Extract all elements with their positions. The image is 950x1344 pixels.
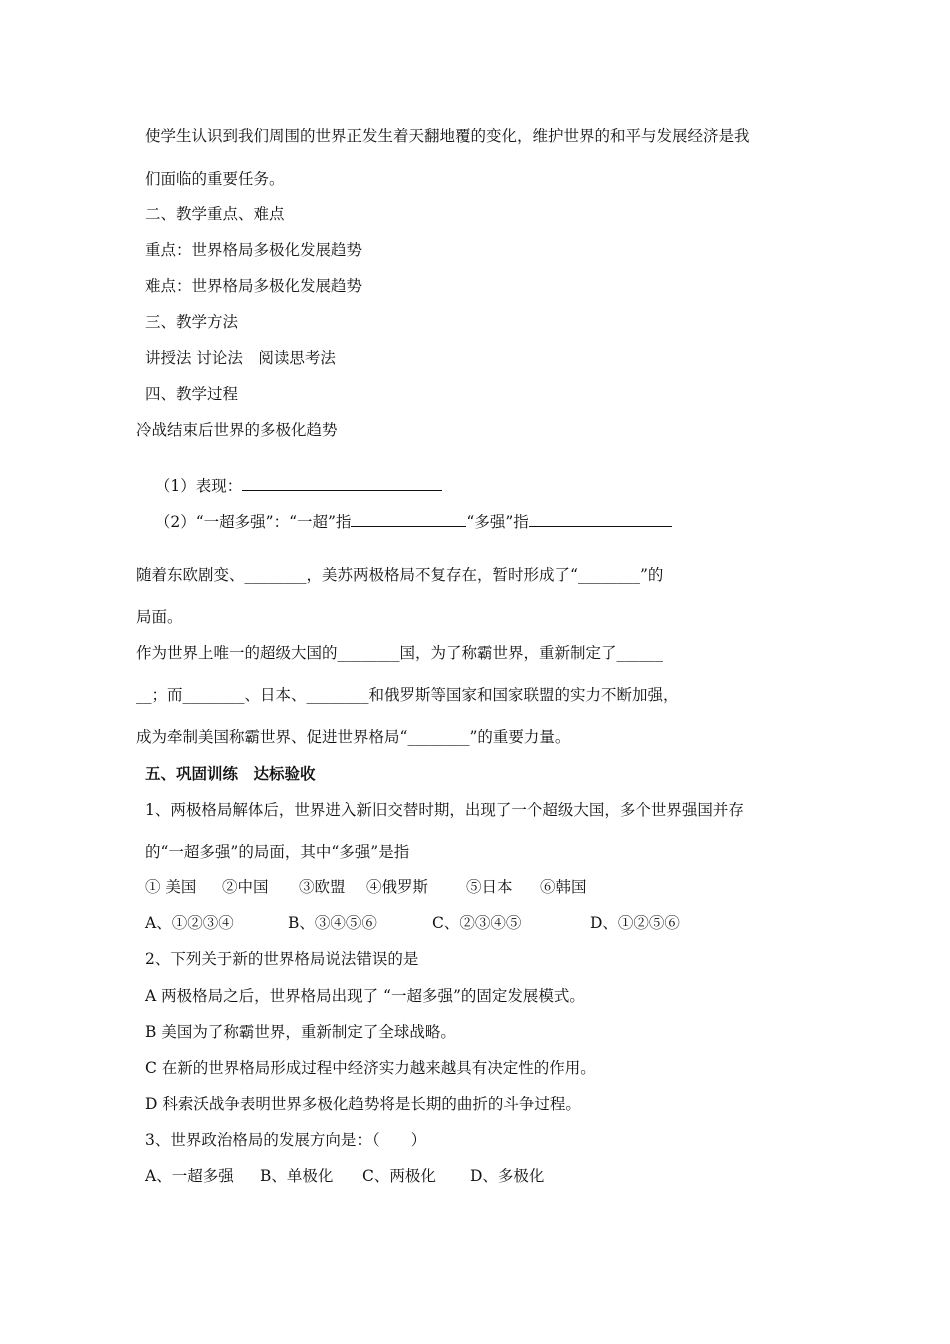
item-1	[145, 456, 442, 496]
q2-option-b[interactable]: B 美国为了称霸世界，重新制定了全球战略。	[145, 1023, 456, 1041]
q1-item: ① 美国	[145, 878, 197, 896]
item-2-label: （2）“一超多强”：“一超”指	[154, 513, 352, 531]
fill-paragraph-2	[136, 643, 663, 663]
fill-text: 成为牵制美国称霸世界、促进世界格局“	[136, 728, 408, 746]
fill-text: ”的重要力量。	[469, 728, 571, 746]
q2-option-c[interactable]: C 在新的世界格局形成过程中经济实力越来越具有决定性的作用。	[145, 1059, 596, 1077]
question-3-stem: 3、世界政治格局的发展方向是：（ ）	[145, 1131, 427, 1149]
q3-option-a[interactable]: A、一超多强	[145, 1167, 234, 1185]
q1-option-b[interactable]: B、③④⑤⑥	[288, 914, 377, 932]
question-1-line-2: 的“一超多强”的局面，其中“多强”是指	[145, 843, 410, 861]
difficulty: 难点：世界格局多极化发展趋势	[145, 277, 363, 295]
q2-option-d[interactable]: D 科索沃战争表明世界多极化趋势将是长期的曲折的斗争过程。	[145, 1095, 581, 1113]
q3-option-d[interactable]: D、多极化	[470, 1167, 545, 1185]
item-1-blank[interactable]	[242, 476, 442, 491]
q1-item: ②中国	[222, 878, 269, 896]
fill-text: 和俄罗斯等国家和国家联盟的实力不断加强，	[368, 686, 679, 704]
fill-blank[interactable]: ________	[407, 728, 470, 746]
fill-blank[interactable]: ________	[306, 686, 369, 704]
question-2-stem: 2、下列关于新的世界格局说法错误的是	[145, 950, 419, 968]
q2-option-a[interactable]: A 两极格局之后，世界格局出现了 “一超多强”的固定发展模式。	[145, 987, 585, 1005]
q1-item: ⑥韩国	[540, 878, 587, 896]
fill-blank[interactable]: ________	[182, 686, 245, 704]
q1-item: ③欧盟	[299, 878, 346, 896]
fill-text: ；而	[151, 686, 183, 704]
fill-blank[interactable]: ________	[244, 566, 307, 584]
intro-line-2: 们面临的重要任务。	[145, 170, 285, 188]
fill-blank[interactable]: ______	[616, 644, 664, 662]
q1-item: ④俄罗斯	[366, 878, 429, 896]
fill-text: 、日本、	[244, 686, 307, 704]
fill-blank[interactable]: ________	[337, 644, 400, 662]
key-point: 重点：世界格局多极化发展趋势	[145, 241, 363, 259]
fill-blank[interactable]: ________	[577, 566, 640, 584]
item-2-mid: “多强”指	[466, 513, 529, 531]
fill-blank[interactable]: __	[136, 686, 152, 704]
teaching-methods: 讲授法 讨论法 阅读思考法	[145, 349, 336, 367]
fill-paragraph-4	[136, 727, 570, 747]
fill-paragraph-3	[136, 685, 679, 705]
q3-option-c[interactable]: C、两极化	[362, 1167, 436, 1185]
fill-paragraph-1	[136, 565, 663, 585]
item-2-blank-2[interactable]	[529, 512, 672, 527]
section-heading-3: 三、教学方法	[145, 313, 239, 331]
q3-option-b[interactable]: B、单极化	[260, 1167, 334, 1185]
fill-text: ”的	[639, 566, 664, 584]
q1-item: ⑤日本	[466, 878, 513, 896]
q1-option-d[interactable]: D、①②⑤⑥	[590, 914, 680, 932]
item-2-blank-1[interactable]	[351, 512, 466, 527]
process-topic: 冷战结束后世界的多极化趋势	[136, 421, 338, 439]
fill-text: ，美苏两极格局不复存在，暂时形成了“	[306, 566, 578, 584]
section-heading-5: 五、巩固训练 达标验收	[145, 764, 316, 783]
section-heading-4: 四、教学过程	[145, 385, 239, 403]
section-heading-2: 二、教学重点、难点	[145, 205, 285, 223]
fill-text: 作为世界上唯一的超级大国的	[136, 644, 338, 662]
fill-text: 随着东欧剧变、	[136, 566, 245, 584]
item-1-label: （1）表现：	[154, 477, 243, 495]
item-2	[145, 492, 672, 532]
q1-option-c[interactable]: C、②③④⑤	[432, 914, 522, 932]
question-1-line-1: 1、两极格局解体后，世界进入新旧交替时期，出现了一个超级大国，多个世界强国并存	[145, 801, 744, 819]
fill-paragraph-1-end: 局面。	[136, 608, 183, 626]
fill-text: 国，为了称霸世界，重新制定了	[399, 644, 617, 662]
q1-option-a[interactable]: A、①②③④	[145, 914, 234, 932]
intro-line-1: 使学生认识到我们周围的世界正发生着天翻地覆的变化，维护世界的和平与发展经济是我	[145, 127, 750, 145]
